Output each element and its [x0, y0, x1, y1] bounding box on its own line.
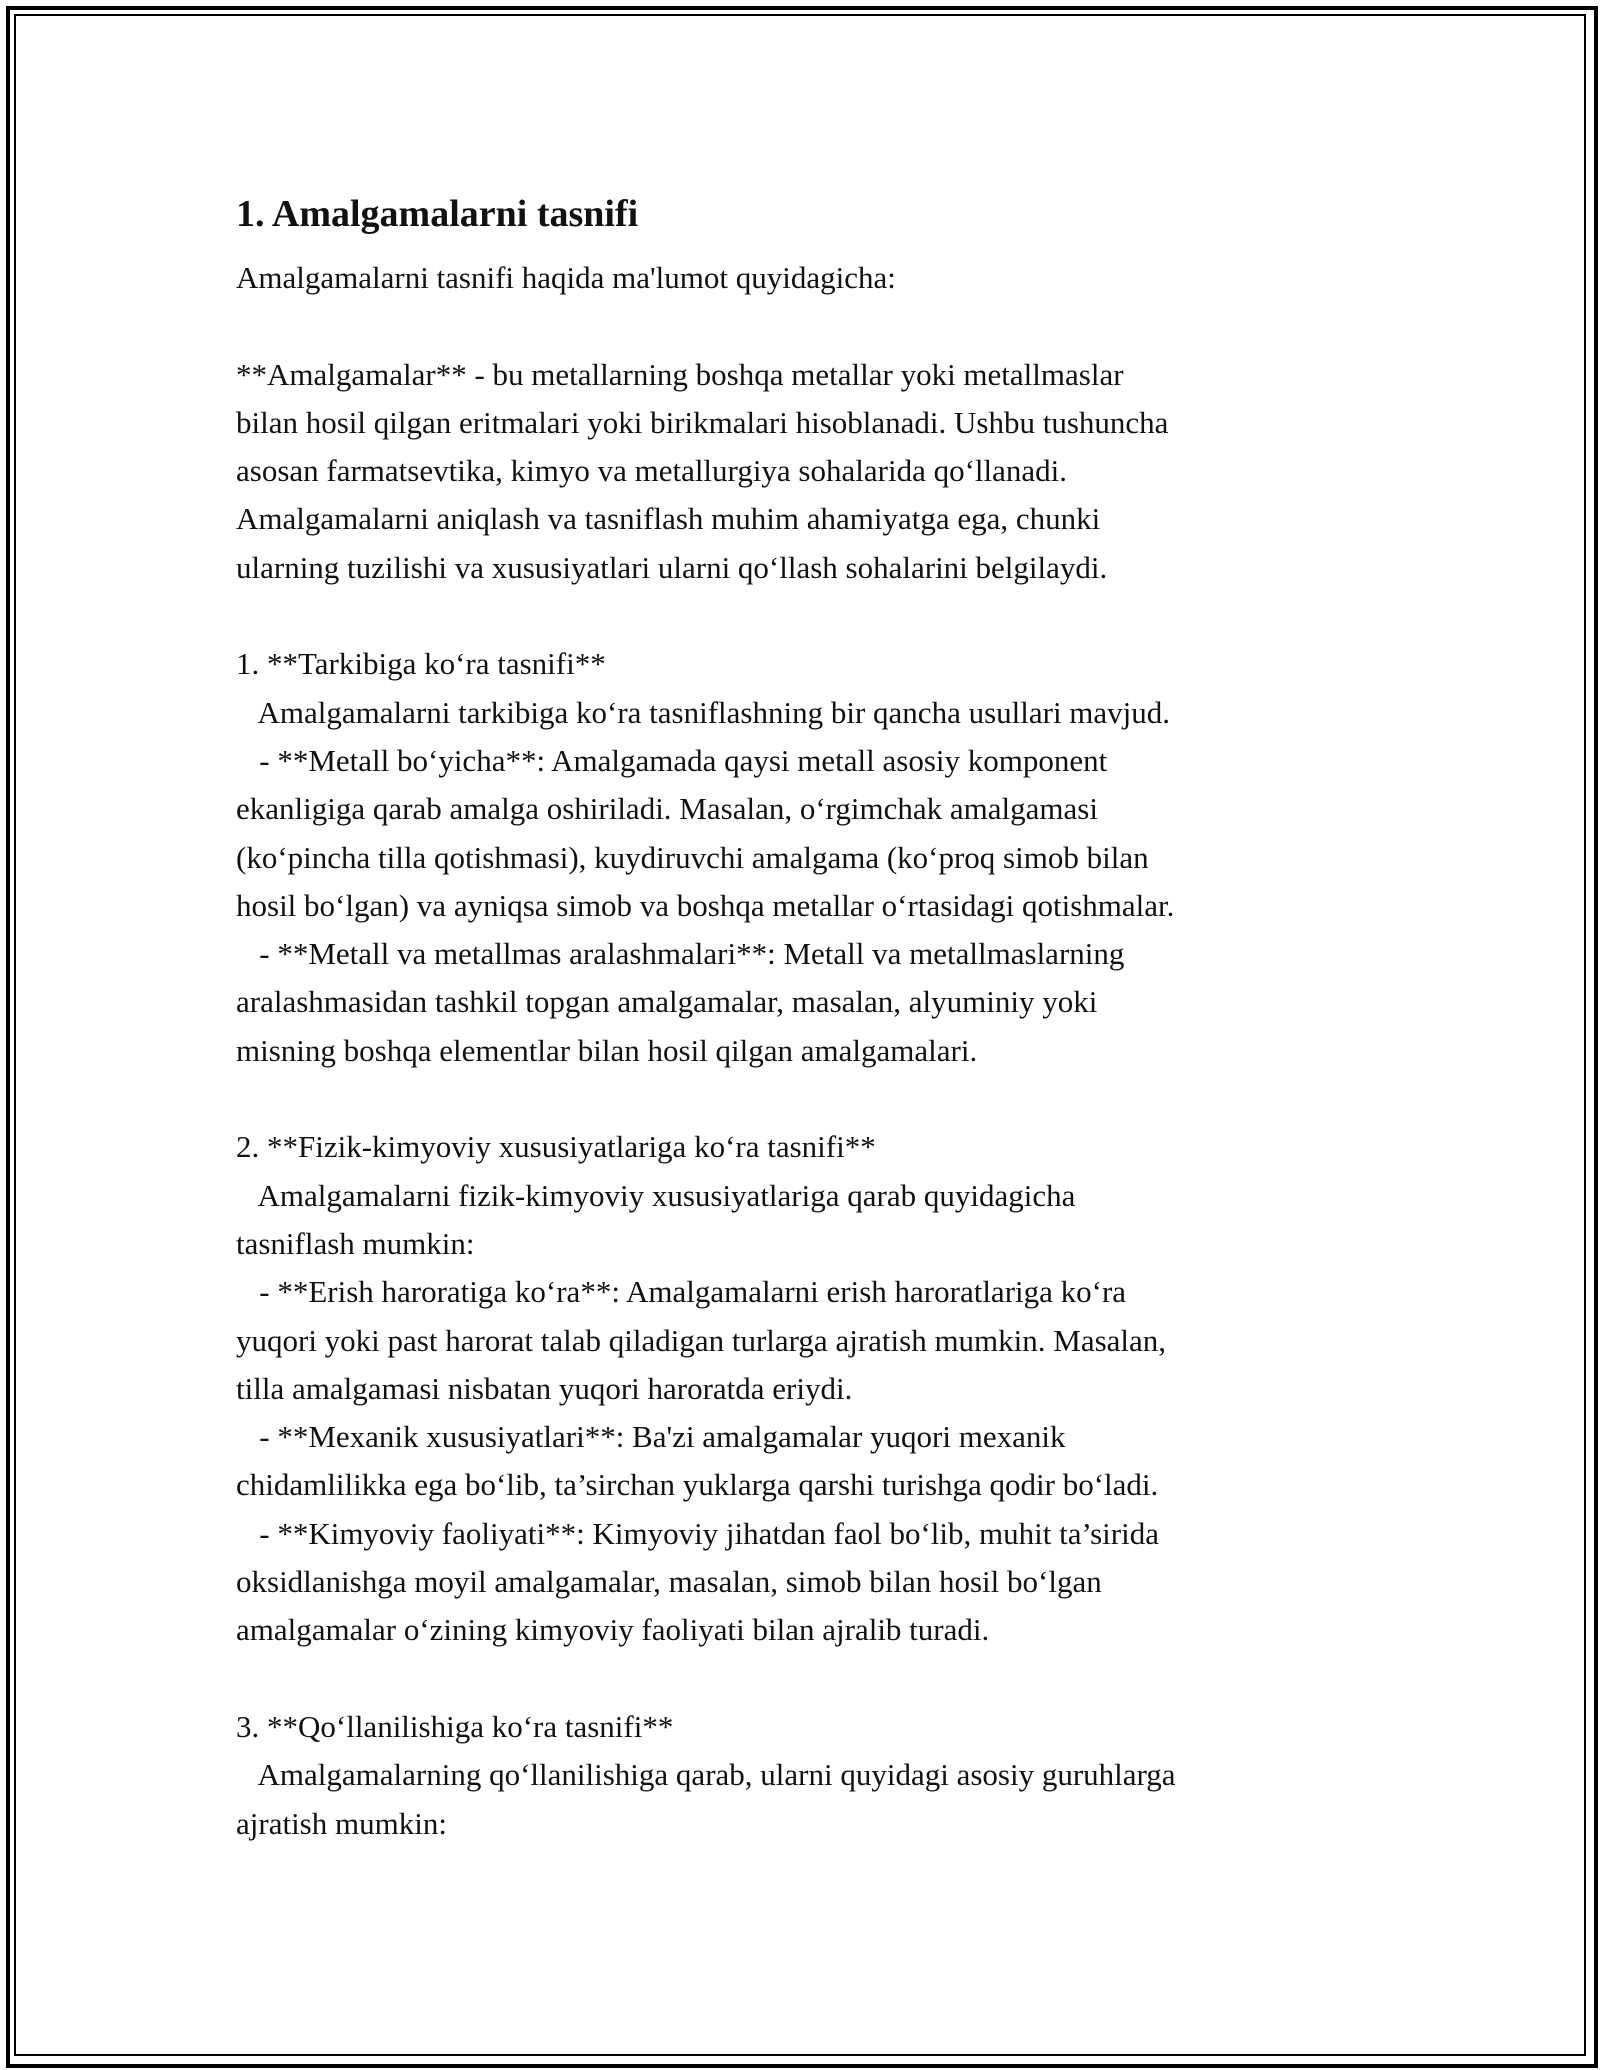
- blank-line: [236, 1655, 1366, 1703]
- text-line: - **Metall bo‘yicha**: Amalgamada qaysi metall asosiy komponent: [236, 742, 1108, 778]
- blank-line: [236, 1075, 1366, 1123]
- text-line: aralashmasidan tashkil topgan amalgamalar, masalan, alyuminiy yoki: [236, 984, 1098, 1020]
- text-line: ekanligiga qarab amalga oshiriladi. Masalan, o‘rgimchak amalgamasi: [236, 791, 1098, 827]
- text-line: Amalgamalarni tarkibiga ko‘ra tasniflashning bir qancha usullari mavjud.: [236, 694, 1171, 730]
- text-line: Amalgamalarni aniqlash va tasniflash muhim ahamiyatga ega, chunki: [236, 501, 1101, 537]
- text-line: oksidlanishga moyil amalgamalar, masalan, simob bilan hosil bo‘lgan: [236, 1564, 1102, 1600]
- text-line: chidamlilikka ega bo‘lib, ta’sirchan yuklarga qarshi turishga qodir bo‘ladi.: [236, 1467, 1159, 1503]
- text-line: amalgamalar o‘zining kimyoviy faoliyati bilan ajralib turadi.: [236, 1612, 990, 1648]
- text-line: - **Metall va metallmas aralashmalari**: Metall va metallmaslarning: [236, 936, 1125, 972]
- text-line: tilla amalgamasi nisbatan yuqori haroratda eriydi.: [236, 1370, 853, 1406]
- text-line: ajratish mumkin:: [236, 1805, 447, 1841]
- text-line: ularning tuzilishi va xususiyatlari ularni qo‘llash sohalarini belgilaydi.: [236, 549, 1108, 585]
- text-line: tasniflash mumkin:: [236, 1225, 475, 1261]
- text-line: (ko‘pincha tilla qotishmasi), kuydiruvchi amalgama (ko‘proq simob bilan: [236, 839, 1149, 875]
- text-line: 3. **Qo‘llanilishiga ko‘ra tasnifi**: [236, 1708, 674, 1744]
- document-body: [236, 186, 1366, 1848]
- text-line: 1. **Tarkibiga ko‘ra tasnifi**: [236, 646, 606, 682]
- text-line: yuqori yoki past harorat talab qiladigan turlarga ajratish mumkin. Masalan,: [236, 1322, 1167, 1358]
- blank-line: [236, 592, 1366, 640]
- text-line: Amalgamalarni fizik-kimyoviy xususiyatlariga qarab quyidagicha: [236, 1177, 1076, 1213]
- text-line: - **Mexanik xususiyatlari**: Ba'zi amalgamalar yuqori mexanik: [236, 1419, 1066, 1455]
- text-line: misning boshqa elementlar bilan hosil qilgan amalgamalari.: [236, 1032, 978, 1068]
- section-heading: 1. Amalgamalarni tasnifi: [236, 193, 639, 235]
- blank-line: [236, 302, 1366, 350]
- text-line: 2. **Fizik-kimyoviy xususiyatlariga ko‘ra tasnifi**: [236, 1129, 876, 1165]
- text-line: Amalgamalarning qo‘llanilishiga qarab, ularni quyidagi asosiy guruhlarga: [236, 1757, 1176, 1793]
- document-text: [236, 254, 1366, 1848]
- text-line: - **Erish haroratiga ko‘ra**: Amalgamalarni erish haroratlariga ko‘ra: [236, 1274, 1127, 1310]
- text-line: asosan farmatsevtika, kimyo va metallurgiya sohalarida qo‘llanadi.: [236, 453, 1068, 489]
- text-line: bilan hosil qilgan eritmalari yoki birikmalari hisoblanadi. Ushbu tushuncha: [236, 404, 1169, 440]
- text-line: Amalgamalarni tasnifi haqida ma'lumot quyidagicha:: [236, 260, 896, 295]
- text-line: hosil bo‘lgan) va ayniqsa simob va boshqa metallar o‘rtasidagi qotishmalar.: [236, 887, 1175, 923]
- text-line: - **Kimyoviy faoliyati**: Kimyoviy jihatdan faol bo‘lib, muhit ta’sirida: [236, 1515, 1159, 1551]
- text-line: **Amalgamalar** - bu metallarning boshqa metallar yoki metallmaslar: [236, 356, 1124, 392]
